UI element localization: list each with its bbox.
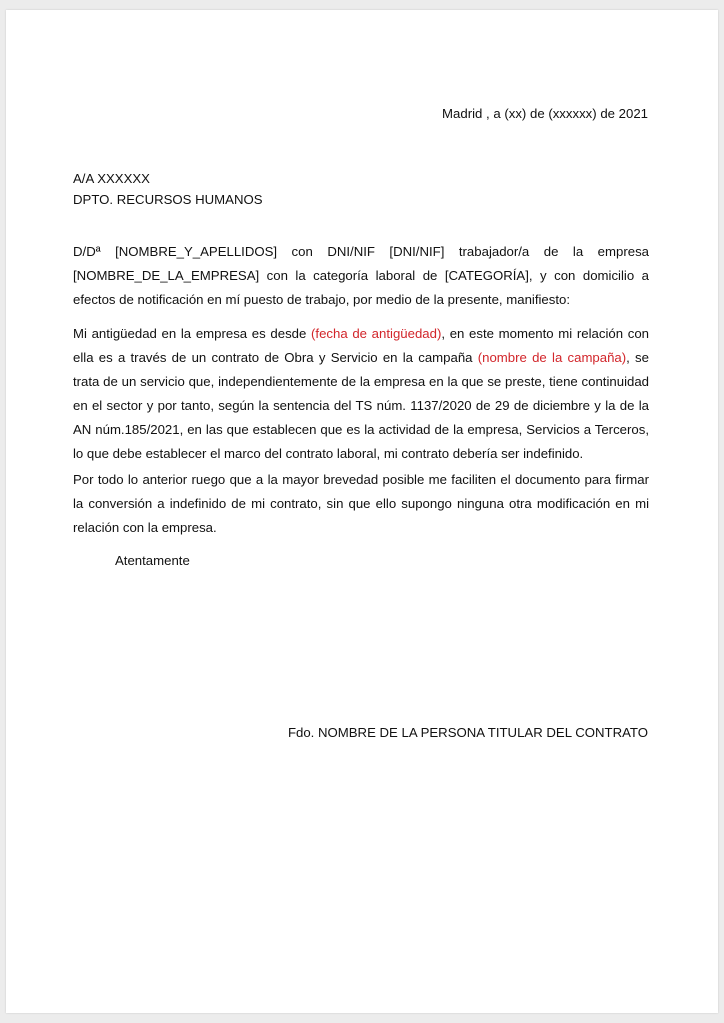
letter-body — [6, 10, 718, 1013]
paragraph-seniority-text-1: Mi antigüedad en la empresa es desde — [73, 326, 312, 341]
recipient-line-2: DPTO. RECURSOS HUMANOS — [73, 192, 263, 207]
paragraph-request: Por todo lo anterior ruego que a la mayor brevedad posible me faciliten el documento para firmar la conversión a indefinido de mi contrato, sin que ello supongo ninguna otra modificación en mi relación con la empresa. — [73, 472, 649, 535]
paragraph-seniority — [73, 322, 649, 466]
paragraph-seniority-text-2: , en este momento mi relación con ella es a través de un contrato de Obra y Servicio en la campaña — [73, 326, 650, 365]
date-line: Madrid , a (xx) de (xxxxxx) de 2021 — [442, 106, 648, 121]
recipient-block — [73, 168, 263, 210]
signature-line: Fdo. NOMBRE DE LA PERSONA TITULAR DEL CONTRATO — [287, 725, 648, 740]
placeholder-campaign-name: (nombre de la campaña) — [477, 350, 627, 365]
placeholder-seniority-date: (fecha de antigüedad) — [311, 326, 442, 341]
document-page — [6, 10, 718, 1013]
recipient-line-1: A/A XXXXXX — [73, 171, 150, 186]
paragraph-seniority-text-3: , se trata de un servicio que, independientemente de la empresa en la que se preste, tiene continuidad en el sector y por tanto, según la sentencia del TS núm. 1137/2020 de 29 de diciembre y la de la AN núm.185/2021, en las que establecen que es la actividad de la empresa, Servicios a Terceros, lo que debe establecer el marco del contrato laboral, mi contrato debería ser indefinido. — [73, 350, 649, 461]
closing-salutation: Atentamente — [115, 553, 190, 568]
paragraph-identification: D/Dª [NOMBRE_Y_APELLIDOS] con DNI/NIF [DNI/NIF] trabajador/a de la empresa [NOMBRE_DE_LA_EMPRESA] con la categoría laboral de [CATEGORÍA], y con domicilio a efectos de notificación en mí puesto de trabajo, por medio de la presente, manifiesto: — [73, 244, 649, 307]
